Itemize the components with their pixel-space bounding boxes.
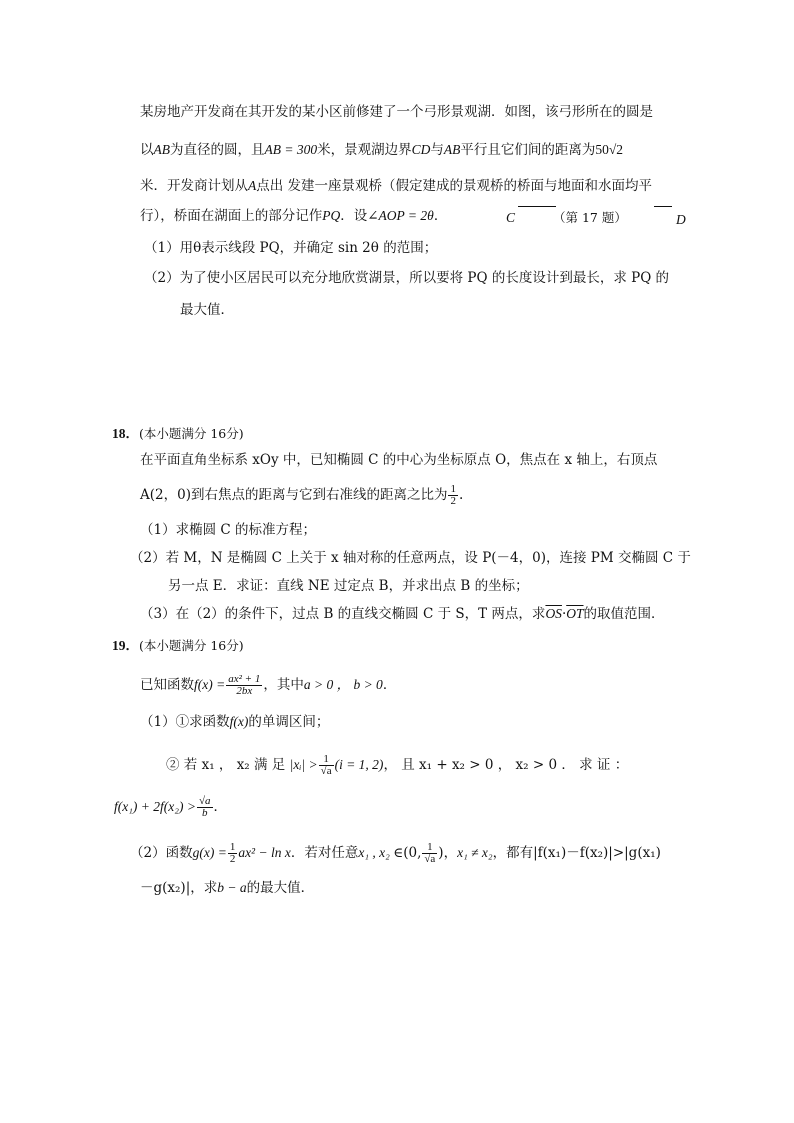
vector-ot: $\overline{OT}$ bbox=[566, 606, 584, 621]
p18-line2: A(2，0)到右焦点的距离与它到右准线的距离之比为 $\frac{1}{2}$ . bbox=[140, 483, 464, 507]
p17-line4: 行），桥面在湖面上的部分记作PQ．设∠AOP = 2θ． bbox=[140, 208, 448, 224]
p18-q2-line1: （2）若 M，N 是椭圆 C 上关于 x 轴对称的任意两点，设 P(－4，0)，连接 PM 交椭圆 C 于 bbox=[130, 550, 691, 566]
p18-header: 18．(本小题满分 16分) bbox=[112, 426, 244, 441]
distance-value: 50√2 bbox=[595, 142, 624, 157]
p18-score: (本小题满分 16分) bbox=[139, 426, 244, 441]
p18-line1: 在平面直角坐标系 xOy 中，已知椭圆 C 的中心为坐标原点 O，焦点在 x 轴上，右顶点 bbox=[140, 452, 658, 468]
p19-line1: 已知函数f(x) = $\frac{\text{ax² + 1}}{2bx}$ ，其中a > 0 ， b > 0． bbox=[140, 673, 397, 697]
p19-number: 19 bbox=[112, 638, 126, 653]
p19-function-fraction: $\frac{\text{ax² + 1}}{2bx}$ bbox=[228, 673, 261, 697]
p19-q1-part2: ② 若 x₁ ， x₂ 满 足 |xᵢ| > $\frac{1}{√a}$ (i = 1, 2)， 且 x₁ + x₂ > 0 ， x₂ > 0 ． 求 证 ： bbox=[166, 753, 629, 777]
p19-q1: （1）①求函数f(x)的单调区间； bbox=[140, 714, 330, 730]
figure-label-c: C bbox=[506, 210, 516, 225]
p19-q2-line2: －g(x₂)|，求b − a的最大值． bbox=[140, 880, 315, 896]
figure-line-cd bbox=[518, 206, 556, 207]
p18-q1: （1）求椭圆 C 的标准方程； bbox=[140, 522, 317, 538]
p17-line3: 米．开发商计划从A点出 发建一座景观桥（假定建成的景观桥的桥面与地面和水面均平 bbox=[140, 178, 653, 194]
p19-header: 19．(本小题满分 16分) bbox=[112, 638, 244, 653]
p17-line2: 以AB为直径的圆，且AB = 300米，景观湖边界CD与AB平行且它们间的距离为50√2 bbox=[140, 142, 624, 158]
p18-q3: （3）在（2）的条件下，过点 B 的直线交椭圆 C 于 S，T 两点，求$\overline{OS}\cdot\overline{OT}$的取值范围． bbox=[140, 606, 665, 622]
vector-os: $\overline{OS}$ bbox=[545, 606, 562, 621]
figure-label-d: D bbox=[676, 212, 686, 227]
p19-q2-line1: （2）函数g(x) = $\frac{1}{2}$ ax² − ln x．若对任意x₁ , x₂ ∈(0, $\frac{1}{√a}$ )，x₁ ≠ x₂，都有|f(x₁)－f(x₂)|>|g(x₁) bbox=[130, 841, 661, 865]
figure-line-d bbox=[654, 206, 672, 207]
p17-line1: 某房地产开发商在其开发的某小区前修建了一个弓形景观湖．如图，该弓形所在的圆是 bbox=[140, 104, 653, 120]
p17-q2-line2: 最大值． bbox=[180, 302, 234, 318]
p19-score: (本小题满分 16分) bbox=[139, 638, 244, 653]
p18-number: 18 bbox=[112, 426, 126, 441]
p19-q1-inequality: f(x₁) + 2f(x₂) > $\frac{√a}{b}$ ． bbox=[114, 795, 227, 819]
p18-fraction: $\frac{1}{2}$ bbox=[450, 483, 456, 507]
figure-caption: （第 17 题） bbox=[553, 210, 627, 225]
p18-q2-line2: 另一点 E．求证：直线 NE 过定点 B，并求出点 B 的坐标； bbox=[168, 578, 529, 594]
p17-q1: （1）用θ表示线段 PQ，并确定 sin 2θ 的范围； bbox=[144, 240, 438, 256]
p17-q2-line1: （2）为了使小区居民可以充分地欣赏湖景，所以要将 PQ 的长度设计到最长，求 PQ 的 bbox=[144, 270, 670, 286]
